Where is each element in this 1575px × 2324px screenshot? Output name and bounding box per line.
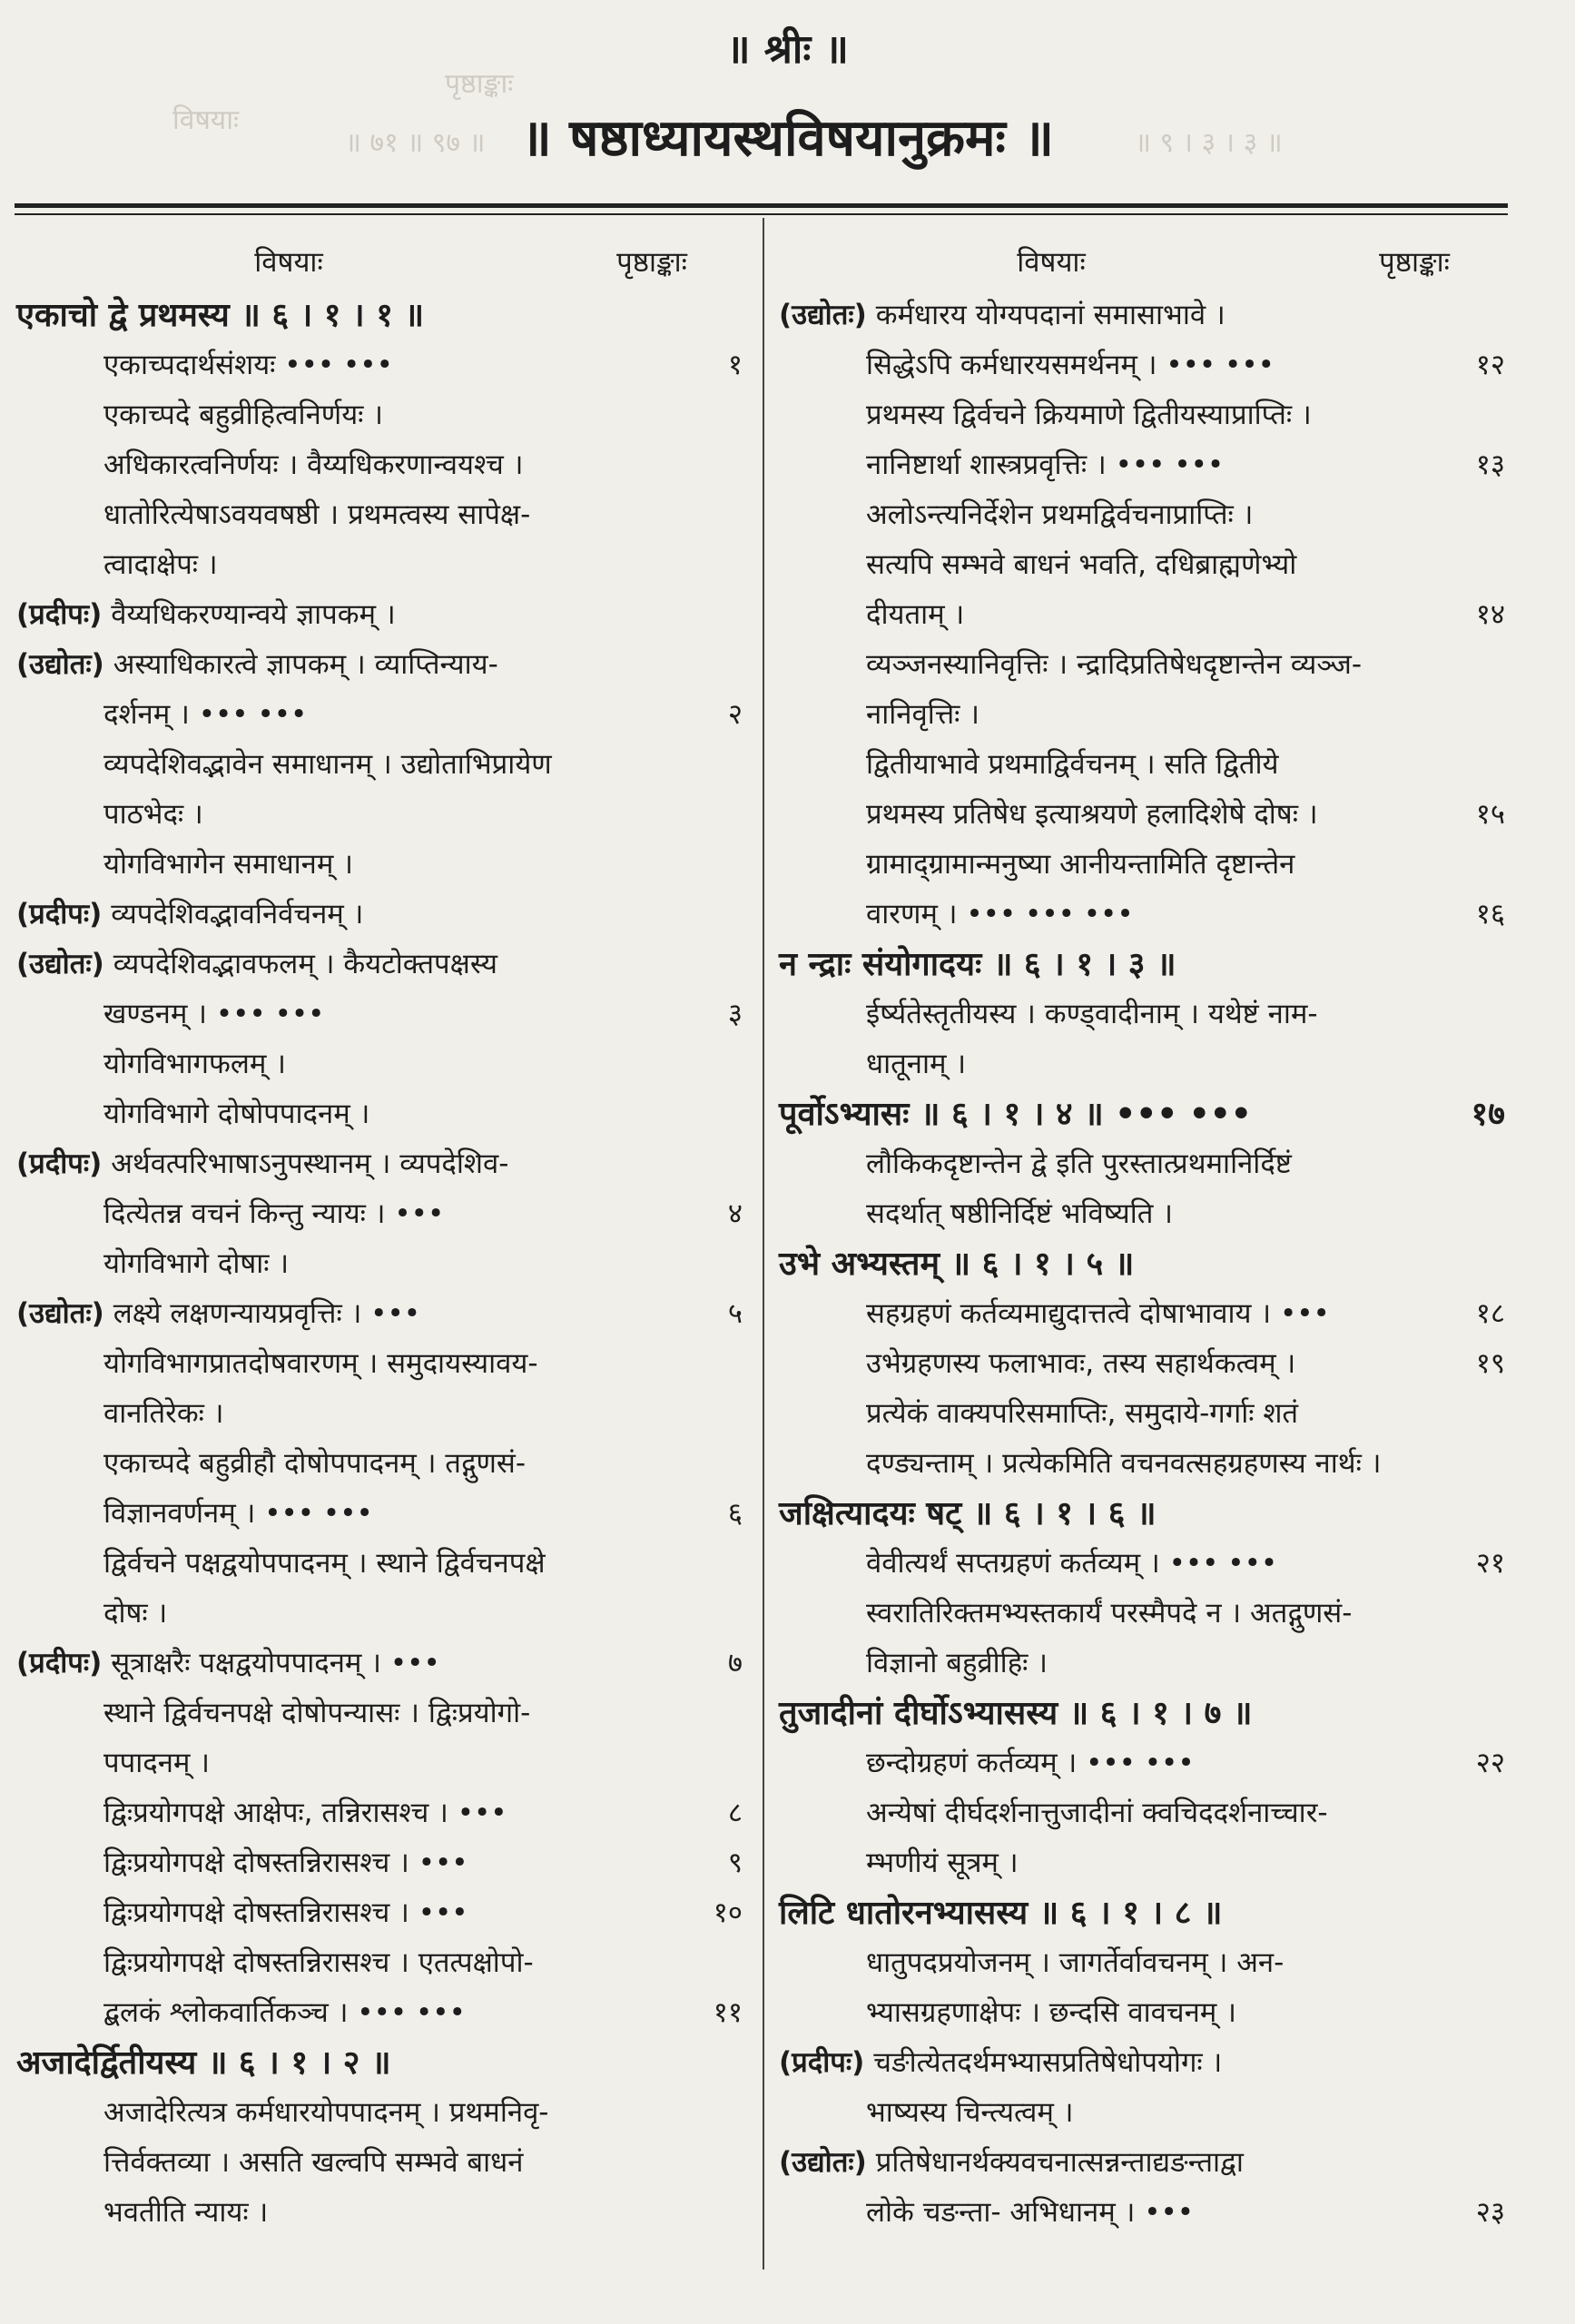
entry-text: व्यपदेशिवद्भावेन समाधानम् । उद्योताभिप्रायेण <box>103 748 552 781</box>
topic-entry <box>779 1788 1505 1838</box>
entry-text: उभेग्रहणस्य फलाभावः, तस्य सहार्थकत्वम् । <box>866 1347 1296 1380</box>
commentary-text: लक्ष्ये लक्षणन्यायप्रवृत्तिः । ••• <box>113 1297 421 1330</box>
entry-text: एकाच्पदे बहुव्रीहित्वनिर्णयः । <box>103 399 384 431</box>
commentary-tag: (उद्योतः) <box>16 1297 104 1330</box>
commentary-tag: (उद्योतः) <box>779 2146 867 2179</box>
entry-text: लोके चङन्ता- अभिधानम् । ••• <box>866 2196 1195 2229</box>
page-number: २२ <box>1475 1747 1505 1779</box>
entry-text: स्थाने द्विर्वचनपक्षे दोषोपन्यासः । द्विःप्रयोगो- <box>103 1697 531 1729</box>
entry-text: प्रथमस्य प्रतिषेध इत्याश्रयणे हलादिशेषे दोषः । <box>866 798 1318 831</box>
topic-entry <box>779 340 1505 390</box>
entry-text: योगविभागफलम् । <box>103 1048 287 1080</box>
column-divider <box>763 218 764 2270</box>
commentary-entry <box>779 290 1505 340</box>
page-number: ६ <box>727 1497 743 1530</box>
commentary-text: व्यपदेशिवद्भावफलम् । कैयटोक्तपक्षस्य <box>113 948 497 980</box>
entry-text: विज्ञानवर्णनम् । ••• ••• <box>103 1497 373 1530</box>
entry-text: धातूनाम् । <box>866 1048 967 1080</box>
commentary-text: व्यपदेशिवद्भावनिर्वचनम् । <box>111 898 364 931</box>
topic-entry <box>16 1788 743 1838</box>
entry-text: दर्शनम् । ••• ••• <box>103 698 308 731</box>
topic-entry <box>16 1439 743 1489</box>
page-number: ७ <box>727 1647 743 1679</box>
commentary-tag: (उद्योतः) <box>16 948 104 980</box>
page-number: १८ <box>1475 1297 1505 1330</box>
entry-text: योगविभागे दोषाः । <box>103 1247 290 1280</box>
topic-entry <box>779 1589 1505 1639</box>
entry-text: ईर्ष्यतेस्तृतीयस्य । कण्ड्वादीनाम् । यथेष्टं नाम- <box>866 998 1318 1030</box>
topic-entry <box>16 2138 743 2188</box>
entry-text: स्वरातिरिक्तमभ्यस्तकार्यं परस्मैपदे न । अतद्गुणसं- <box>866 1597 1353 1630</box>
commentary-text: अस्याधिकारत्वे ज्ञापकम् । व्याप्तिन्याय- <box>113 648 498 681</box>
page-number: ९ <box>727 1846 743 1879</box>
column-header <box>16 238 743 290</box>
topic-entry <box>779 1189 1505 1239</box>
entry-text: उभे अभ्यस्तम् ॥ ६ । १ । ५ ॥ <box>779 1246 1135 1283</box>
topic-entry <box>16 1689 743 1738</box>
invocation-heading: ॥ श्रीः ॥ <box>726 26 849 73</box>
topic-entry <box>779 1039 1505 1089</box>
bleed-through-text: पृष्ठाङ्काः <box>445 68 514 100</box>
page-number: १९ <box>1475 1347 1505 1380</box>
commentary-tag: (प्रदीपः) <box>16 1147 103 1180</box>
entry-text: दण्ड्यन्ताम् । प्रत्येकमिति वचनवत्सहग्रहणस्य नार्थः । <box>866 1447 1382 1480</box>
page-number: १५ <box>1475 798 1505 831</box>
commentary-text: कर्मधारय योग्यपदानां समासाभावे । <box>875 299 1226 331</box>
entry-text: दित्येतन्न वचनं किन्तु न्यायः । ••• <box>103 1197 445 1230</box>
page-number: २१ <box>1475 1547 1505 1580</box>
entry-text <box>779 290 1442 340</box>
topic-entry <box>16 1888 743 1938</box>
commentary-tag: (प्रदीपः) <box>16 1647 103 1679</box>
commentary-tag: (प्रदीपः) <box>16 898 103 931</box>
topic-entry <box>16 790 743 840</box>
entry-text <box>16 1639 679 1689</box>
entry-text: द्बलकं श्लोकवार्तिकञ्च । ••• ••• <box>103 1996 466 2029</box>
entry-text: पूर्वोऽभ्यासः ॥ ६ । १ । ४ ॥ ••• ••• <box>779 1096 1252 1133</box>
entry-text: जक्षित्यादयः षट् ॥ ६ । १ । ६ ॥ <box>779 1495 1157 1532</box>
sutra-heading <box>779 1689 1505 1738</box>
topic-entry <box>779 2088 1505 2138</box>
entry-text <box>16 640 679 690</box>
entry-text: छन्दोग्रहणं कर्तव्यम् । ••• ••• <box>866 1747 1195 1779</box>
entry-text: सत्यपि सम्भवे बाधनं भवति, दधिब्राह्मणेभ्यो <box>866 548 1297 581</box>
page-number: १३ <box>1475 448 1505 481</box>
page-header: पृष्ठाङ्काः <box>616 246 687 279</box>
topic-entry <box>779 1439 1505 1489</box>
entry-text: एकाच्पदे बहुव्रीहौ दोषोपपादनम् । तद्गुणसं- <box>103 1447 527 1480</box>
entry-text: भ्यासग्रहणाक्षेपः । छन्दसि वावचनम् । <box>866 1996 1236 2029</box>
topic-entry <box>779 390 1505 440</box>
sutra-heading <box>779 1089 1505 1139</box>
page-header: पृष्ठाङ्काः <box>1379 246 1450 279</box>
entry-text: पाठभेदः । <box>103 798 203 831</box>
bleed-through-text: ॥ ७१ ॥ ९७ ॥ <box>345 127 486 159</box>
page-number: २ <box>727 698 743 731</box>
page-number: ८ <box>727 1797 743 1829</box>
entry-text: अजादेरित्यत्र कर्मधारयोपपादनम् । प्रथमनिवृ- <box>103 2096 549 2129</box>
topic-entry <box>779 440 1505 490</box>
topic-entry <box>16 1489 743 1539</box>
commentary-entry <box>16 1639 743 1689</box>
page-number: १ <box>727 349 743 381</box>
topic-entry <box>16 690 743 740</box>
topic-entry <box>779 490 1505 540</box>
entry-text <box>16 890 679 940</box>
topic-entry <box>779 790 1505 840</box>
topic-entry <box>16 340 743 390</box>
topic-entry <box>16 490 743 540</box>
entry-text: ग्रामाद्ग्रामान्मनुष्या आनीयन्तामिति दृष्टान्तेन <box>866 848 1295 881</box>
topic-entry <box>779 1539 1505 1589</box>
entry-text: योगविभागे दोषोपपादनम् । <box>103 1098 370 1130</box>
entry-text: अन्येषां दीर्घदर्शनात्तुजादीनां क्वचिददर्शनाच्चार- <box>866 1797 1328 1829</box>
topic-entry <box>779 540 1505 590</box>
commentary-text: अर्थवत्परिभाषाऽनुपस्थानम् । व्यपदेशिव- <box>111 1147 509 1180</box>
topic-entry <box>16 1539 743 1589</box>
entry-text: लौकिकदृष्टान्तेन द्वे इति पुरस्तात्प्रथमानिर्दिष्टं <box>866 1147 1292 1180</box>
topic-entry <box>779 640 1505 690</box>
commentary-text: चङीत्येतदर्थमभ्यासप्रतिषेधोपयोगः । <box>873 2046 1223 2079</box>
topic-entry <box>16 2188 743 2238</box>
page-number: ११ <box>713 1996 743 2029</box>
page-number: ५ <box>727 1297 743 1330</box>
entry-text: द्विःप्रयोगपक्षे दोषस्तन्निरासश्च । एतत्पक्षोपो- <box>103 1946 534 1979</box>
header-rule-thick <box>15 203 1508 208</box>
topic-entry <box>16 1589 743 1639</box>
topic-entry <box>16 1738 743 1788</box>
entry-text: अलोऽन्त्यनिर्देशेन प्रथमद्विर्वचनाप्राप्तिः । <box>866 498 1254 531</box>
commentary-tag: (उद्योतः) <box>16 648 104 681</box>
entry-text: तुजादीनां दीर्घोऽभ्यासस्य ॥ ६ । १ । ७ ॥ <box>779 1695 1253 1732</box>
page-number: १२ <box>1475 349 1505 381</box>
topic-entry <box>779 1838 1505 1888</box>
sutra-heading <box>16 2038 743 2088</box>
bleed-through-text: विषयाः <box>172 104 240 136</box>
sutra-heading <box>779 1489 1505 1539</box>
entry-text: म्भणीयं सूत्रम् । <box>866 1846 1019 1879</box>
commentary-tag: (प्रदीपः) <box>779 2046 865 2079</box>
entry-text: द्विःप्रयोगपक्षे दोषस्तन्निरासश्च । ••• <box>103 1896 468 1929</box>
page-title: ॥ षष्ठाध्यायस्थविषयानुक्रमः ॥ <box>521 109 1054 168</box>
entry-text: वारणम् । ••• ••• ••• <box>866 898 1134 931</box>
entry-text: विज्ञानो बहुव्रीहिः । <box>866 1647 1048 1679</box>
topic-entry <box>16 740 743 790</box>
sutra-heading <box>16 290 743 340</box>
sutra-heading <box>779 1239 1505 1289</box>
entry-text: द्विर्वचने पक्षद्वयोपपादनम् । स्थाने द्विर्वचनपक्षे <box>103 1547 546 1580</box>
entry-text: नानिवृत्तिः । <box>866 698 980 731</box>
topic-entry <box>16 1988 743 2038</box>
entry-text: त्तिर्वक्तव्या । असति खल्वपि सम्भवे बाधनं <box>103 2146 524 2179</box>
page-number: १७ <box>1471 1096 1505 1133</box>
left-column <box>16 238 743 2238</box>
entry-text: द्विःप्रयोगपक्षे दोषस्तन्निरासश्च । ••• <box>103 1846 468 1879</box>
entry-text: अजादेर्द्वितीयस्य ॥ ६ । १ । २ ॥ <box>16 2044 391 2082</box>
topic-entry <box>16 540 743 590</box>
entry-text: योगविभागप्रातदोषवारणम् । समुदायस्यावय- <box>103 1347 538 1380</box>
entry-text <box>16 1289 679 1339</box>
column-header <box>779 238 1505 290</box>
entry-text: अधिकारत्वनिर्णयः । वैय्यधिकरणान्वयश्च । <box>103 448 524 481</box>
topic-entry <box>779 840 1505 890</box>
topic-entry <box>779 1738 1505 1788</box>
topic-entry <box>16 1039 743 1089</box>
commentary-entry <box>16 1289 743 1339</box>
entry-text: एकाच्पदार्थसंशयः ••• ••• <box>103 349 393 381</box>
bleed-through-text: ॥ ९ । ३ । ३ ॥ <box>1135 127 1283 159</box>
entry-text: सहग्रहणं कर्तव्यमाद्युदात्तत्वे दोषाभावाय । ••• <box>866 1297 1330 1330</box>
topic-entry <box>779 890 1505 940</box>
topic-entry <box>779 2188 1505 2238</box>
entry-text: द्वितीयाभावे प्रथमाद्विर्वचनम् । सति द्वितीये <box>866 748 1279 781</box>
sutra-heading <box>779 940 1505 990</box>
topic-entry <box>779 1938 1505 1988</box>
entry-text: भाष्यस्य चिन्त्यत्वम् । <box>866 2096 1074 2129</box>
topic-entry <box>16 1389 743 1439</box>
header-rule-thin <box>15 213 1508 215</box>
subject-header: विषयाः <box>254 246 323 279</box>
topic-entry <box>16 990 743 1039</box>
entry-text: दोषः । <box>103 1597 168 1630</box>
topic-entry <box>779 1389 1505 1439</box>
entry-text: वानतिरेकः । <box>103 1397 224 1430</box>
topic-entry <box>779 1639 1505 1689</box>
commentary-entry <box>16 1139 743 1189</box>
page-number: १० <box>713 1896 743 1929</box>
topic-entry <box>779 690 1505 740</box>
topic-entry <box>16 2088 743 2138</box>
right-column <box>779 238 1505 2238</box>
commentary-tag: (प्रदीपः) <box>16 598 103 631</box>
commentary-tag: (उद्योतः) <box>779 299 867 331</box>
topic-entry <box>779 1139 1505 1189</box>
entry-text: लिटि धातोरनभ्यासस्य ॥ ६ । १ । ८ ॥ <box>779 1895 1223 1932</box>
topic-entry <box>16 1089 743 1139</box>
commentary-entry <box>779 2138 1505 2188</box>
page-number: १४ <box>1475 598 1505 631</box>
entry-text <box>779 2038 1442 2088</box>
topic-entry <box>779 1339 1505 1389</box>
entry-text: सिद्धेऽपि कर्मधारयसमर्थनम् । ••• ••• <box>866 349 1275 381</box>
topic-entry <box>779 590 1505 640</box>
entry-text: न न्द्राः संयोगादयः ॥ ६ । १ । ३ ॥ <box>779 946 1176 983</box>
entry-text: एकाचो द्वे प्रथमस्य ॥ ६ । १ । १ ॥ <box>16 297 425 334</box>
entry-text: दीयताम् । <box>866 598 965 631</box>
topic-entry <box>779 1289 1505 1339</box>
page-number: १६ <box>1475 898 1505 931</box>
commentary-entry <box>16 890 743 940</box>
commentary-entry <box>16 940 743 990</box>
commentary-text: वैय्यधिकरण्यान्वये ज्ञापकम् । <box>111 598 396 631</box>
sutra-heading <box>779 1888 1505 1938</box>
entry-text: नानिष्टार्था शास्त्रप्रवृत्तिः । ••• ••• <box>866 448 1225 481</box>
entry-text: त्वादाक्षेपः । <box>103 548 218 581</box>
topic-entry <box>16 1339 743 1389</box>
entry-text: वेवीत्यर्थं सप्तग्रहणं कर्तव्यम् । ••• ••• <box>866 1547 1278 1580</box>
topic-entry <box>779 990 1505 1039</box>
topic-entry <box>779 740 1505 790</box>
entry-text <box>16 1139 679 1189</box>
entry-text: प्रत्येकं वाक्यपरिसमाप्तिः, समुदाये-गर्गाः शतं <box>866 1397 1299 1430</box>
entry-text: योगविभागेन समाधानम् । <box>103 848 354 881</box>
entry-text: सदर्थात् षष्ठीनिर्दिष्टं भविष्यति । <box>866 1197 1174 1230</box>
commentary-text: प्रतिषेधानर्थक्यवचनात्सन्नन्ताद्यङन्ताद्वा <box>875 2146 1244 2179</box>
subject-header: विषयाः <box>1017 246 1086 279</box>
page-number: २३ <box>1475 2196 1505 2229</box>
entry-text: प्रथमस्य द्विर्वचने क्रियमाणे द्वितीयस्याप्राप्तिः । <box>866 399 1312 431</box>
page-number: ३ <box>727 998 743 1030</box>
topic-entry <box>16 1938 743 1988</box>
topic-entry <box>16 1838 743 1888</box>
entry-text: धातुपदप्रयोजनम् । जागर्तेर्वावचनम् । अन- <box>866 1946 1285 1979</box>
topic-entry <box>16 1189 743 1239</box>
entry-text: व्यञ्जनस्यानिवृत्तिः । न्द्रादिप्रतिषेधदृष्टान्तेन व्यञ्ज- <box>866 648 1363 681</box>
topic-entry <box>16 390 743 440</box>
entry-text <box>16 590 679 640</box>
commentary-entry <box>779 2038 1505 2088</box>
entry-text: पपादनम् । <box>103 1747 211 1779</box>
entry-text: खण्डनम् । ••• ••• <box>103 998 325 1030</box>
entry-text: द्विःप्रयोगपक्षे आक्षेपः, तन्निरासश्च । ••• <box>103 1797 507 1829</box>
entry-text <box>16 940 679 990</box>
commentary-entry <box>16 590 743 640</box>
commentary-text: सूत्राक्षरैः पक्षद्वयोपपादनम् । ••• <box>111 1647 440 1679</box>
entry-text: भवतीति न्यायः । <box>103 2196 269 2229</box>
entry-text <box>779 2138 1442 2188</box>
topic-entry <box>16 440 743 490</box>
topic-entry <box>779 1988 1505 2038</box>
page-number: ४ <box>727 1197 743 1230</box>
entry-text: धातोरित्येषाऽवयवषष्ठी । प्रथमत्वस्य सापेक्ष- <box>103 498 531 531</box>
topic-entry <box>16 840 743 890</box>
topic-entry <box>16 1239 743 1289</box>
commentary-entry <box>16 640 743 690</box>
